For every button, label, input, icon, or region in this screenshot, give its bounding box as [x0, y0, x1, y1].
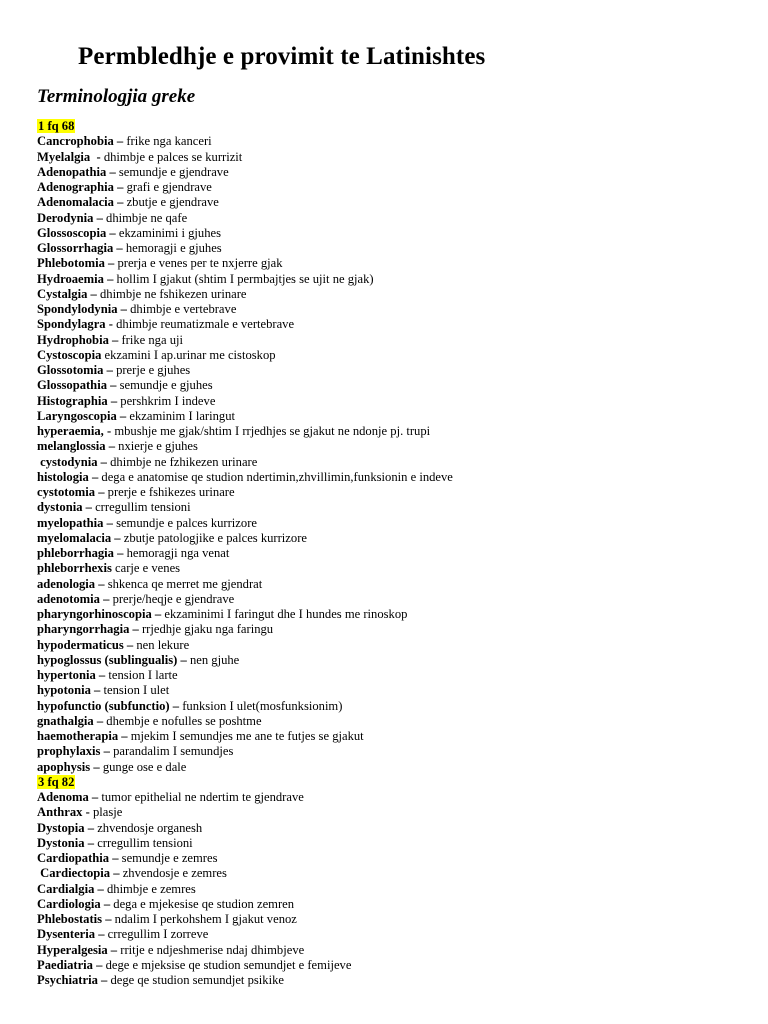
- glossary-entry: [37, 638, 748, 653]
- entry-term: hypodermaticus: [37, 637, 124, 652]
- entry-definition: tension I larte: [108, 668, 178, 682]
- entry-separator: –: [110, 866, 123, 881]
- entry-separator: –: [90, 759, 103, 774]
- glossary-entry: [37, 348, 748, 363]
- entry-term: Hydrophobia: [37, 332, 109, 347]
- entry-definition: zbutje patologjike e palces kurrizore: [123, 530, 307, 545]
- entry-term: haemotherapia: [37, 729, 119, 743]
- glossary-entry: [37, 668, 748, 683]
- entry-definition: crregullim I zorreve: [107, 927, 209, 942]
- entry-term: hypoglossus (sublingualis): [37, 652, 178, 667]
- entry-definition: frike nga uji: [121, 332, 184, 347]
- entry-definition: dhimbje ne fshikezen urinare: [99, 286, 247, 301]
- glossary-entry: [37, 272, 748, 287]
- entry-separator: –: [113, 134, 127, 149]
- section-label: [37, 775, 748, 790]
- glossary-entry: [37, 485, 748, 500]
- entry-separator: –: [103, 363, 117, 377]
- entry-term: Derodynia: [37, 210, 94, 225]
- entry-separator: –: [169, 698, 183, 713]
- entry-term: Psychiatria: [37, 973, 98, 987]
- glossary-entry: [37, 455, 748, 470]
- glossary-entry: [37, 150, 748, 165]
- entry-separator: –: [90, 683, 104, 698]
- entry-term: Adenographia: [37, 180, 114, 194]
- entry-definition: dhimbje e vertebrave: [130, 302, 237, 316]
- entry-definition: ekzaminimi i gjuhes: [118, 225, 222, 240]
- entry-separator: –: [107, 393, 121, 408]
- glossary-entry: [37, 561, 748, 576]
- entry-term: apophysis: [37, 759, 91, 774]
- entry-term: Phlebotomia: [37, 256, 105, 271]
- glossary-entry: [37, 653, 748, 668]
- entry-definition: plasje: [92, 805, 123, 820]
- entry-definition: frike nga kanceri: [126, 134, 212, 149]
- entry-term: histologia: [37, 469, 89, 484]
- entry-term: myelomalacia: [37, 530, 112, 545]
- glossary-entry: [37, 973, 748, 988]
- entry-term: melanglossia: [37, 439, 106, 454]
- entry-definition: ekzaminim I laringut: [129, 408, 235, 423]
- glossary-entry: [37, 958, 748, 973]
- entry-definition: nen gjuhe: [189, 652, 240, 667]
- entry-definition: semundje e gjuhes: [119, 378, 213, 393]
- glossary-entry: [37, 882, 748, 897]
- entry-definition: nxierje e gjuhes: [118, 439, 198, 454]
- glossary-entry: [37, 836, 748, 851]
- glossary-entry: [37, 760, 748, 775]
- entry-separator: –: [113, 180, 127, 194]
- entry-separator: –: [93, 210, 107, 225]
- entry-term: myelopathia: [37, 515, 104, 530]
- entry-separator: –: [95, 668, 109, 682]
- entry-definition: prerje e fshikezes urinare: [107, 485, 235, 499]
- glossary-entry: [37, 683, 748, 698]
- glossary-entry: [37, 317, 748, 332]
- entry-term: cystodynia: [37, 454, 98, 469]
- entry-definition: dhimbje e palces se kurrizit: [103, 149, 243, 164]
- entry-separator: –: [151, 607, 165, 621]
- entry-term: Histographia: [37, 393, 108, 408]
- glossary-entry: [37, 180, 748, 195]
- section-label-highlight: 1 fq 68: [38, 119, 75, 133]
- entry-separator: –: [100, 744, 114, 759]
- entry-definition: funksion I ulet(mosfunksionim): [182, 698, 343, 713]
- entry-definition: nen lekure: [136, 637, 190, 652]
- entry-definition: semundje e zemres: [121, 851, 218, 865]
- entry-term: Cardiologia: [37, 896, 101, 911]
- entry-separator: –: [123, 637, 137, 652]
- entry-term: pharyngorhinoscopia: [37, 607, 152, 621]
- entry-separator: –: [95, 927, 108, 942]
- entry-definition: crregullim tensioni: [95, 500, 191, 515]
- glossary-entry: [37, 912, 748, 927]
- glossary-entry: [37, 577, 748, 592]
- entry-separator: –: [107, 378, 120, 393]
- entry-term: adenotomia: [37, 591, 100, 606]
- glossary-entry: [37, 714, 748, 729]
- entry-definition: rrjedhje gjaku nga faringu: [141, 622, 274, 637]
- entry-definition: dega e mjekesise qe studion zemren: [113, 896, 295, 911]
- entry-definition: crregullim tensioni: [97, 835, 193, 850]
- entry-term: Anthrax: [37, 805, 83, 820]
- entry-term: Laryngoscopia: [37, 408, 117, 423]
- entry-term: Cancrophobia: [37, 134, 114, 149]
- entry-definition: dege qe studion semundjet psikike: [110, 973, 284, 987]
- entry-term: Spondylodynia: [37, 302, 118, 316]
- glossary-entry: [37, 821, 748, 836]
- entry-definition: prerje e gjuhes: [116, 363, 191, 377]
- glossary-entry: [37, 333, 748, 348]
- entry-definition: tumor epithelial ne ndertim te gjendrave: [101, 790, 304, 804]
- entry-separator: –: [106, 225, 119, 240]
- entry-separator: -: [105, 317, 117, 332]
- entry-definition: ekzaminimi I faringut dhe I hundes me rinoskop: [164, 607, 408, 621]
- entry-term: Hydroaemia: [37, 271, 104, 286]
- glossary-entry: [37, 439, 748, 454]
- entry-term: Myelalgia: [37, 149, 91, 164]
- entry-definition: prerje/heqje e gjendrave: [112, 591, 235, 606]
- entry-separator: –: [113, 195, 127, 210]
- entry-separator: –: [118, 729, 131, 743]
- entry-separator: –: [95, 485, 108, 499]
- entry-definition: carje e venes: [115, 561, 181, 576]
- glossary-entry: [37, 134, 748, 149]
- entry-term: Cardiectopia: [37, 866, 111, 881]
- entry-separator: –: [116, 408, 130, 423]
- entry-definition: dege e mjeksise qe studion semundjet e femijeve: [105, 957, 352, 972]
- entry-definition: semundje e palces kurrizore: [116, 515, 257, 530]
- entry-term: phleborrhexis: [37, 561, 112, 576]
- entry-separator: –: [109, 851, 122, 865]
- glossary-entry: [37, 592, 748, 607]
- glossary-content: [37, 119, 748, 988]
- entry-separator: –: [111, 530, 124, 545]
- entry-term: pharyngorrhagia: [37, 622, 130, 637]
- entry-term: Glossoscopia: [37, 225, 107, 240]
- glossary-entry: [37, 409, 748, 424]
- entry-term: Cardiopathia: [37, 851, 110, 865]
- entry-separator: –: [103, 271, 117, 286]
- entry-term: Cystalgia: [37, 286, 88, 301]
- entry-term: Cardialgia: [37, 881, 95, 896]
- glossary-entry: [37, 790, 748, 805]
- entry-term: Paediatria: [37, 957, 93, 972]
- entry-definition: dhimbje reumatizmale e vertebrave: [116, 317, 295, 332]
- entry-separator: –: [105, 439, 119, 454]
- entry-term: Adenopathia: [37, 164, 107, 179]
- entry-definition: hollim I gjakut (shtim I permbajtjes se ujit ne gjak): [116, 271, 374, 286]
- entry-definition: grafi e gjendrave: [126, 180, 212, 194]
- entry-term: adenologia: [37, 576, 96, 591]
- entry-term: Adenomalacia: [37, 195, 114, 210]
- entry-definition: gunge ose e dale: [102, 759, 187, 774]
- entry-definition: hemoragji nga venat: [126, 546, 230, 560]
- entry-term: Dystonia: [37, 835, 85, 850]
- entry-definition: prerja e venes per te nxjerre gjak: [117, 256, 283, 271]
- entry-term: Dystopia: [37, 820, 85, 835]
- entry-term: Glossotomia: [37, 363, 104, 377]
- entry-separator: –: [102, 912, 115, 926]
- entry-separator: –: [99, 591, 113, 606]
- entry-separator: –: [93, 713, 107, 728]
- glossary-entry: [37, 805, 748, 820]
- entry-separator: –: [106, 164, 119, 179]
- entry-term: dystonia: [37, 500, 83, 515]
- entry-term: phleborrhagia: [37, 546, 114, 560]
- entry-definition: parandalim I semundjes: [113, 744, 234, 759]
- glossary-entry: [37, 378, 748, 393]
- entry-definition: dhembje e nofulles se poshtme: [106, 713, 262, 728]
- glossary-entry: [37, 165, 748, 180]
- entry-separator: –: [94, 881, 107, 896]
- entry-term: Glossopathia: [37, 378, 107, 393]
- glossary-entry: [37, 943, 748, 958]
- entry-definition: ndalim I perkohshem I gjakut venoz: [114, 912, 297, 926]
- glossary-entry: [37, 470, 748, 485]
- glossary-entry: [37, 607, 748, 622]
- entry-separator: -: [90, 149, 104, 164]
- entry-term: Adenoma: [37, 790, 89, 804]
- entry-separator: –: [129, 622, 142, 637]
- entry-term: hyperaemia,: [37, 424, 104, 438]
- entry-term: cystotomia: [37, 485, 96, 499]
- glossary-entry: [37, 241, 748, 256]
- entry-separator: –: [92, 957, 106, 972]
- entry-separator: –: [88, 790, 102, 804]
- section-label-highlight: 3 fq 82: [38, 774, 75, 789]
- entry-separator: –: [95, 576, 108, 591]
- entry-definition: tension I ulet: [103, 683, 170, 698]
- glossary-entry: [37, 256, 748, 271]
- entry-separator: –: [117, 302, 131, 316]
- glossary-entry: [37, 531, 748, 546]
- entry-separator: –: [108, 332, 122, 347]
- glossary-entry: [37, 226, 748, 241]
- entry-definition: ekzamini I ap.urinar me cistoskop: [104, 347, 276, 362]
- glossary-entry: [37, 424, 748, 439]
- entry-separator: -: [82, 805, 93, 820]
- glossary-entry: [37, 744, 748, 759]
- entry-separator: –: [97, 454, 111, 469]
- entry-separator: –: [84, 820, 98, 835]
- entry-term: Phlebostatis: [37, 912, 103, 926]
- entry-definition: mjekim I semundjes me ane te futjes se gjakut: [130, 729, 364, 743]
- glossary-entry: [37, 394, 748, 409]
- entry-separator: –: [177, 652, 190, 667]
- section-label: [37, 119, 748, 134]
- document-subtitle: Terminologjia greke: [37, 86, 196, 107]
- glossary-entry: [37, 546, 748, 561]
- glossary-entry: [37, 851, 748, 866]
- entry-definition: zbutje e gjendrave: [126, 195, 219, 210]
- entry-term: Cystoscopia: [37, 347, 102, 362]
- entry-term: hypertonia: [37, 668, 96, 682]
- glossary-entry: [37, 729, 748, 744]
- entry-term: Hyperalgesia: [37, 942, 108, 957]
- glossary-entry: [37, 516, 748, 531]
- entry-separator: -: [103, 424, 115, 438]
- entry-term: hypofunctio (subfunctio): [37, 698, 170, 713]
- glossary-entry: [37, 363, 748, 378]
- entry-definition: mbushje me gjak/shtim I rrjedhjes se gjakut ne ndonje pj. trupi: [114, 424, 431, 438]
- entry-definition: pershkrim I indeve: [120, 393, 216, 408]
- entry-term: Spondylagra: [37, 317, 106, 332]
- entry-separator: –: [103, 515, 117, 530]
- entry-separator: –: [104, 256, 118, 271]
- entry-term: Glossorrhagia: [37, 241, 114, 255]
- entry-term: hypotonia: [37, 683, 91, 698]
- glossary-entry: [37, 699, 748, 714]
- entry-separator: –: [113, 546, 127, 560]
- entry-definition: hemoragji e gjuhes: [125, 241, 222, 255]
- entry-definition: dega e anatomise qe studion ndertimin,zhvillimin,funksionin e indeve: [101, 469, 453, 484]
- glossary-entry: [37, 211, 748, 226]
- entry-definition: dhimbje e zemres: [106, 881, 196, 896]
- entry-separator: –: [88, 469, 102, 484]
- entry-definition: zhvendosje organesh: [97, 820, 203, 835]
- entry-definition: rritje e ndjeshmerise ndaj dhimbjeve: [120, 942, 305, 957]
- entry-definition: semundje e gjendrave: [118, 164, 229, 179]
- glossary-entry: [37, 302, 748, 317]
- document-title: Permbledhje e provimit te Latinishtes: [78, 43, 486, 70]
- entry-separator: –: [107, 942, 121, 957]
- entry-separator: –: [82, 500, 96, 515]
- glossary-entry: [37, 866, 748, 881]
- entry-separator: –: [97, 973, 111, 987]
- glossary-entry: [37, 195, 748, 210]
- entry-term: Dysenteria: [37, 927, 96, 942]
- entry-separator: –: [100, 896, 114, 911]
- entry-definition: zhvendosje e zemres: [122, 866, 227, 881]
- glossary-entry: [37, 287, 748, 302]
- entry-separator: –: [113, 241, 126, 255]
- entry-term: prophylaxis: [37, 744, 101, 759]
- entry-separator: –: [87, 286, 100, 301]
- glossary-entry: [37, 927, 748, 942]
- entry-separator: –: [84, 835, 98, 850]
- entry-definition: shkenca qe merret me gjendrat: [107, 576, 263, 591]
- entry-term: gnathalgia: [37, 713, 94, 728]
- glossary-entry: [37, 500, 748, 515]
- glossary-entry: [37, 622, 748, 637]
- entry-definition: dhimbje ne qafe: [106, 210, 188, 225]
- entry-definition: dhimbje ne fzhikezen urinare: [110, 454, 258, 469]
- glossary-entry: [37, 897, 748, 912]
